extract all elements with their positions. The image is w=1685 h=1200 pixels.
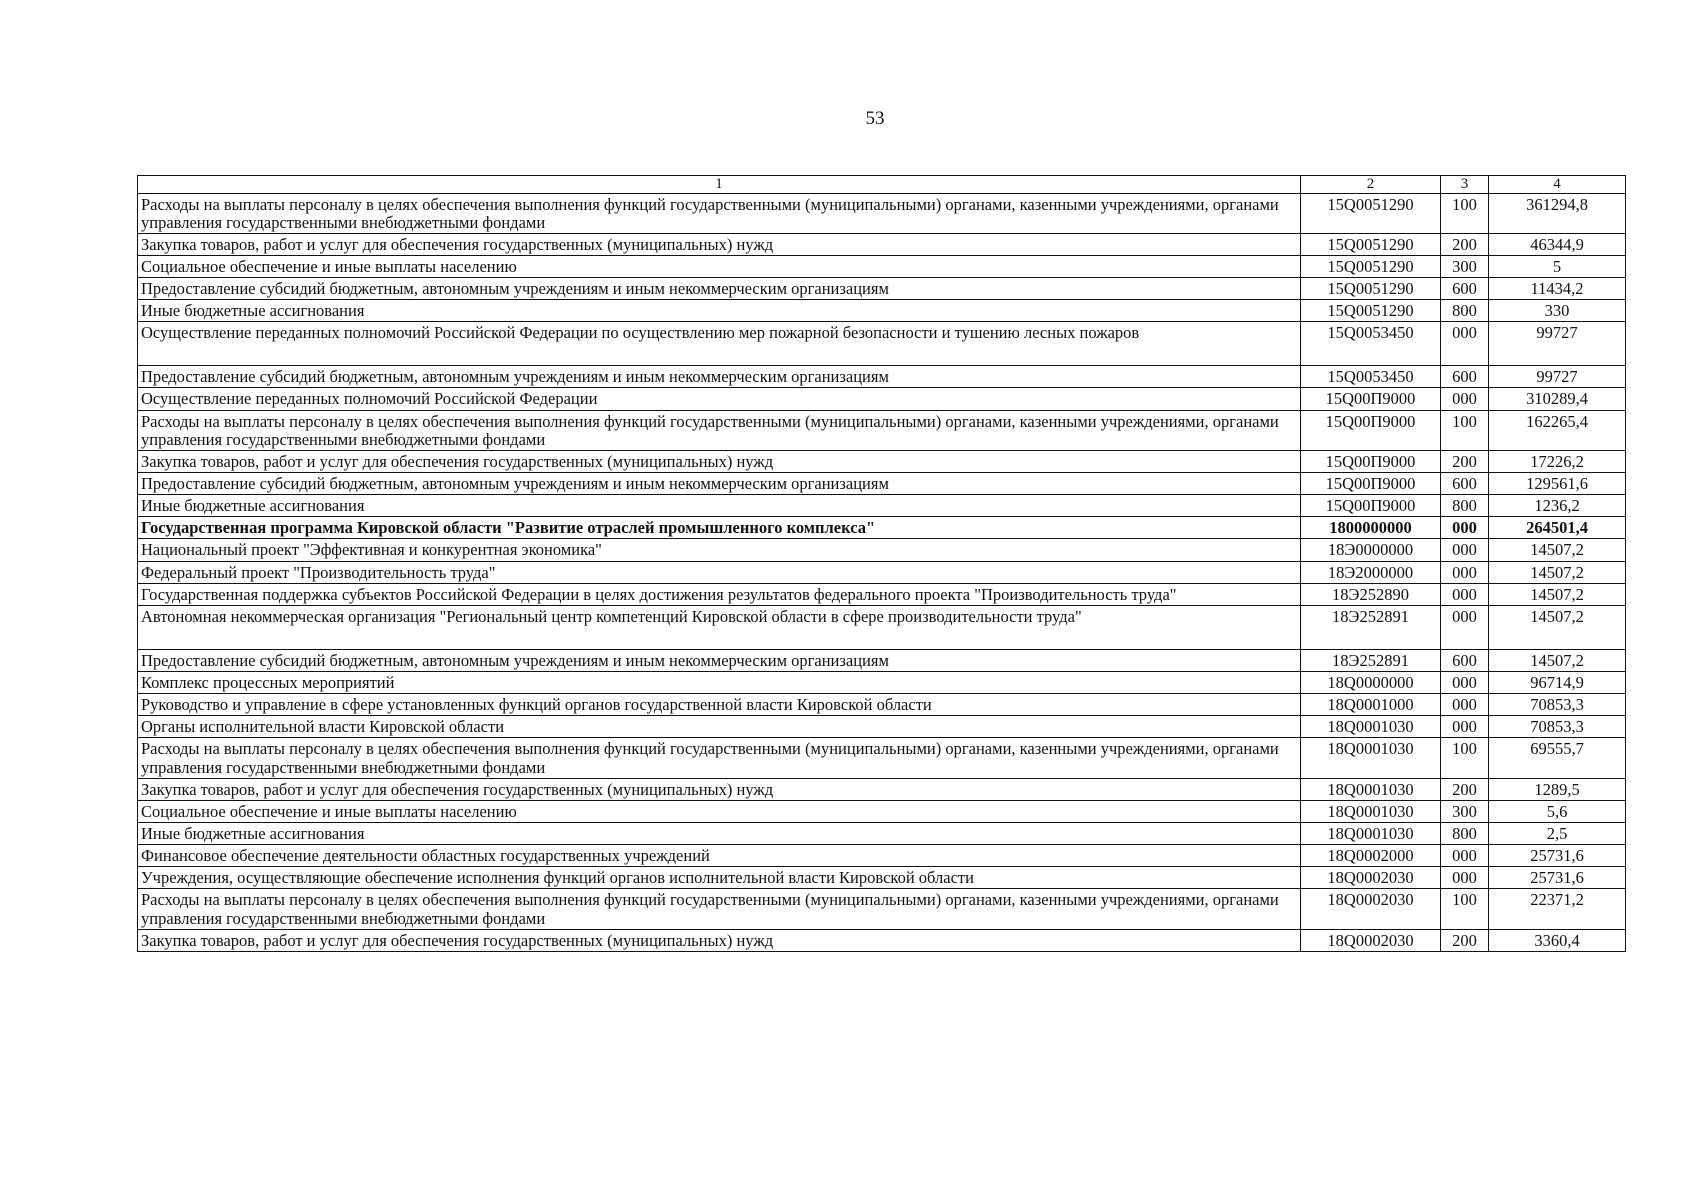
- expense-name-cell: Учреждения, осуществляющие обеспечение исполнения функций органов исполнительной власти Кировской области: [138, 867, 1301, 889]
- expense-name-cell: Иные бюджетные ассигнования: [138, 300, 1301, 322]
- expense-name-cell: Автономная некоммерческая организация "Региональный центр компетенций Кировской области в сфере производительности труда": [138, 605, 1301, 649]
- expense-name-cell: Предоставление субсидий бюджетным, автономным учреждениям и иным некоммерческим организациям: [138, 649, 1301, 671]
- expense-name-cell: Осуществление переданных полномочий Российской Федерации: [138, 388, 1301, 410]
- expense-name-cell: Расходы на выплаты персоналу в целях обеспечения выполнения функций государственными (муниципальными) органами, казенными учреждениями, органами управления государственными внебюджетными фондами: [138, 410, 1301, 450]
- table-row: [138, 583, 1626, 605]
- expense-name-cell: Закупка товаров, работ и услуг для обеспечения государственных (муниципальных) нужд: [138, 233, 1301, 255]
- expense-name-cell: Иные бюджетные ассигнования: [138, 495, 1301, 517]
- amount-cell: 22371,2: [1489, 889, 1626, 929]
- table-row: [138, 649, 1626, 671]
- table-row: [138, 193, 1626, 233]
- expense-type-cell: 000: [1441, 322, 1489, 366]
- expense-name-cell: Иные бюджетные ассигнования: [138, 823, 1301, 845]
- expense-type-cell: 600: [1441, 649, 1489, 671]
- amount-cell: 5: [1489, 255, 1626, 277]
- header-col-1: 1: [138, 176, 1301, 194]
- expense-name-cell: Закупка товаров, работ и услуг для обеспечения государственных (муниципальных) нужд: [138, 778, 1301, 800]
- expense-name-cell: Финансовое обеспечение деятельности областных государственных учреждений: [138, 845, 1301, 867]
- target-code-cell: 18Q0001030: [1301, 738, 1441, 778]
- expense-name-cell: Предоставление субсидий бюджетным, автономным учреждениям и иным некоммерческим организациям: [138, 278, 1301, 300]
- target-code-cell: 18Q0002030: [1301, 867, 1441, 889]
- expense-name-cell: Предоставление субсидий бюджетным, автономным учреждениям и иным некоммерческим организациям: [138, 366, 1301, 388]
- table-row: [138, 845, 1626, 867]
- expense-name-cell: Осуществление переданных полномочий Российской Федерации по осуществлению мер пожарной безопасности и тушению лесных пожаров: [138, 322, 1301, 366]
- header-row: [138, 176, 1626, 194]
- expense-name-cell: Комплекс процессных мероприятий: [138, 672, 1301, 694]
- table-row: [138, 929, 1626, 951]
- table-row: [138, 778, 1626, 800]
- target-code-cell: 18Q0001030: [1301, 823, 1441, 845]
- expense-type-cell: 600: [1441, 278, 1489, 300]
- expense-name-cell: Расходы на выплаты персоналу в целях обеспечения выполнения функций государственными (муниципальными) органами, казенными учреждениями, органами управления государственными внебюджетными фондами: [138, 889, 1301, 929]
- target-code-cell: 18Q0001000: [1301, 694, 1441, 716]
- header-col-3: 3: [1441, 176, 1489, 194]
- expense-name-cell: Органы исполнительной власти Кировской области: [138, 716, 1301, 738]
- expense-type-cell: 200: [1441, 778, 1489, 800]
- expense-type-cell: 000: [1441, 867, 1489, 889]
- expense-name-cell: Государственная программа Кировской области "Развитие отраслей промышленного комплекса": [138, 517, 1301, 539]
- expense-type-cell: 100: [1441, 738, 1489, 778]
- amount-cell: 14507,2: [1489, 561, 1626, 583]
- amount-cell: 99727: [1489, 322, 1626, 366]
- target-code-cell: 15Q0051290: [1301, 255, 1441, 277]
- expense-type-cell: 800: [1441, 300, 1489, 322]
- expense-name-cell: Закупка товаров, работ и услуг для обеспечения государственных (муниципальных) нужд: [138, 929, 1301, 951]
- amount-cell: 25731,6: [1489, 845, 1626, 867]
- table-row: [138, 300, 1626, 322]
- table-row: [138, 517, 1626, 539]
- expense-type-cell: 600: [1441, 473, 1489, 495]
- expense-name-cell: Государственная поддержка субъектов Российской Федерации в целях достижения результатов федерального проекта "Производительность труда": [138, 583, 1301, 605]
- expense-type-cell: 800: [1441, 495, 1489, 517]
- target-code-cell: 15Q00П9000: [1301, 450, 1441, 472]
- expense-type-cell: 000: [1441, 605, 1489, 649]
- expense-type-cell: 000: [1441, 539, 1489, 561]
- target-code-cell: 15Q00П9000: [1301, 495, 1441, 517]
- target-code-cell: 15Q0053450: [1301, 322, 1441, 366]
- expense-type-cell: 000: [1441, 388, 1489, 410]
- target-code-cell: 15Q0051290: [1301, 193, 1441, 233]
- table-row: [138, 322, 1626, 366]
- target-code-cell: 15Q0051290: [1301, 278, 1441, 300]
- target-code-cell: 15Q0053450: [1301, 366, 1441, 388]
- target-code-cell: 18Э2000000: [1301, 561, 1441, 583]
- amount-cell: 17226,2: [1489, 450, 1626, 472]
- expense-type-cell: 000: [1441, 583, 1489, 605]
- table-row: [138, 716, 1626, 738]
- amount-cell: 14507,2: [1489, 583, 1626, 605]
- table-row: [138, 605, 1626, 649]
- expense-type-cell: 100: [1441, 193, 1489, 233]
- expense-type-cell: 100: [1441, 410, 1489, 450]
- amount-cell: 46344,9: [1489, 233, 1626, 255]
- table-row: [138, 495, 1626, 517]
- amount-cell: 2,5: [1489, 823, 1626, 845]
- amount-cell: 1236,2: [1489, 495, 1626, 517]
- expense-name-cell: Закупка товаров, работ и услуг для обеспечения государственных (муниципальных) нужд: [138, 450, 1301, 472]
- target-code-cell: 18Э0000000: [1301, 539, 1441, 561]
- expense-type-cell: 200: [1441, 929, 1489, 951]
- amount-cell: 330: [1489, 300, 1626, 322]
- table-row: [138, 561, 1626, 583]
- amount-cell: 96714,9: [1489, 672, 1626, 694]
- target-code-cell: 1800000000: [1301, 517, 1441, 539]
- amount-cell: 361294,8: [1489, 193, 1626, 233]
- expense-type-cell: 000: [1441, 716, 1489, 738]
- table-row: [138, 738, 1626, 778]
- expense-type-cell: 300: [1441, 255, 1489, 277]
- expense-type-cell: 000: [1441, 517, 1489, 539]
- header-col-2: 2: [1301, 176, 1441, 194]
- target-code-cell: 18Q0002000: [1301, 845, 1441, 867]
- target-code-cell: 15Q00П9000: [1301, 473, 1441, 495]
- amount-cell: 1289,5: [1489, 778, 1626, 800]
- amount-cell: 11434,2: [1489, 278, 1626, 300]
- table-row: [138, 539, 1626, 561]
- amount-cell: 264501,4: [1489, 517, 1626, 539]
- expense-type-cell: 000: [1441, 561, 1489, 583]
- amount-cell: 310289,4: [1489, 388, 1626, 410]
- table-row: [138, 233, 1626, 255]
- expense-name-cell: Расходы на выплаты персоналу в целях обеспечения выполнения функций государственными (муниципальными) органами, казенными учреждениями, органами управления государственными внебюджетными фондами: [138, 738, 1301, 778]
- target-code-cell: 18Э252890: [1301, 583, 1441, 605]
- expense-type-cell: 100: [1441, 889, 1489, 929]
- expense-type-cell: 000: [1441, 694, 1489, 716]
- amount-cell: 14507,2: [1489, 649, 1626, 671]
- table-row: [138, 823, 1626, 845]
- target-code-cell: 18Q0000000: [1301, 672, 1441, 694]
- amount-cell: 14507,2: [1489, 539, 1626, 561]
- target-code-cell: 15Q0051290: [1301, 300, 1441, 322]
- table-row: [138, 889, 1626, 929]
- amount-cell: 70853,3: [1489, 716, 1626, 738]
- expense-name-cell: Социальное обеспечение и иные выплаты населению: [138, 800, 1301, 822]
- target-code-cell: 15Q0051290: [1301, 233, 1441, 255]
- amount-cell: 14507,2: [1489, 605, 1626, 649]
- amount-cell: 162265,4: [1489, 410, 1626, 450]
- table-row: [138, 694, 1626, 716]
- table-row: [138, 278, 1626, 300]
- amount-cell: 70853,3: [1489, 694, 1626, 716]
- table-row: [138, 867, 1626, 889]
- table-row: [138, 410, 1626, 450]
- expense-name-cell: Национальный проект "Эффективная и конкурентная экономика": [138, 539, 1301, 561]
- target-code-cell: 18Э252891: [1301, 605, 1441, 649]
- table-row: [138, 388, 1626, 410]
- target-code-cell: 18Q0002030: [1301, 929, 1441, 951]
- amount-cell: 69555,7: [1489, 738, 1626, 778]
- header-col-4: 4: [1489, 176, 1626, 194]
- table-row: [138, 366, 1626, 388]
- expense-name-cell: Социальное обеспечение и иные выплаты населению: [138, 255, 1301, 277]
- expense-type-cell: 800: [1441, 823, 1489, 845]
- expense-type-cell: 600: [1441, 366, 1489, 388]
- target-code-cell: 15Q00П9000: [1301, 410, 1441, 450]
- target-code-cell: 18Q0001030: [1301, 800, 1441, 822]
- expense-type-cell: 200: [1441, 233, 1489, 255]
- target-code-cell: 15Q00П9000: [1301, 388, 1441, 410]
- expense-name-cell: Руководство и управление в сфере установленных функций органов государственной власти Кировской области: [138, 694, 1301, 716]
- expense-type-cell: 300: [1441, 800, 1489, 822]
- expense-type-cell: 000: [1441, 672, 1489, 694]
- budget-table: [137, 175, 1626, 952]
- expense-name-cell: Федеральный проект "Производительность труда": [138, 561, 1301, 583]
- expense-name-cell: Расходы на выплаты персоналу в целях обеспечения выполнения функций государственными (муниципальными) органами, казенными учреждениями, органами управления государственными внебюджетными фондами: [138, 193, 1301, 233]
- table-row: [138, 255, 1626, 277]
- target-code-cell: 18Э252891: [1301, 649, 1441, 671]
- target-code-cell: 18Q0001030: [1301, 778, 1441, 800]
- table-row: [138, 473, 1626, 495]
- amount-cell: 99727: [1489, 366, 1626, 388]
- table-row: [138, 450, 1626, 472]
- target-code-cell: 18Q0001030: [1301, 716, 1441, 738]
- amount-cell: 129561,6: [1489, 473, 1626, 495]
- expense-type-cell: 200: [1441, 450, 1489, 472]
- amount-cell: 3360,4: [1489, 929, 1626, 951]
- table-row: [138, 800, 1626, 822]
- page-number: 53: [865, 108, 885, 129]
- table-row: [138, 672, 1626, 694]
- expense-name-cell: Предоставление субсидий бюджетным, автономным учреждениям и иным некоммерческим организациям: [138, 473, 1301, 495]
- target-code-cell: 18Q0002030: [1301, 889, 1441, 929]
- amount-cell: 25731,6: [1489, 867, 1626, 889]
- expense-type-cell: 000: [1441, 845, 1489, 867]
- amount-cell: 5,6: [1489, 800, 1626, 822]
